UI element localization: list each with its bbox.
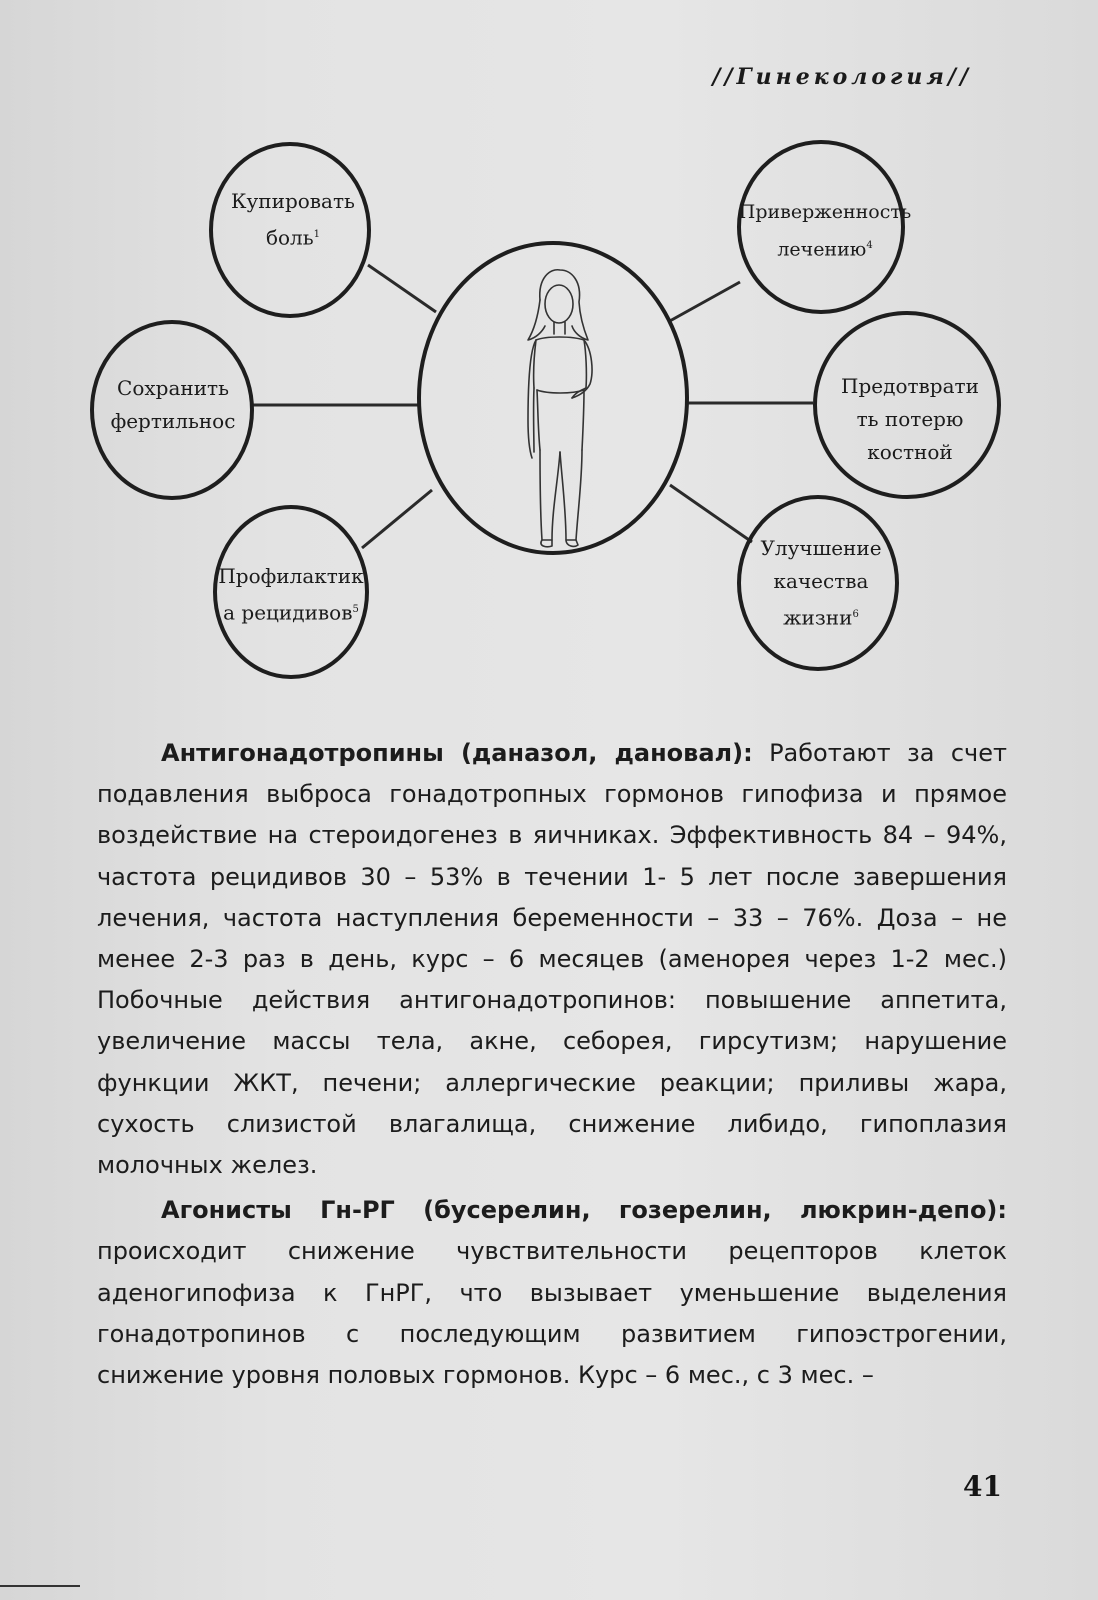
node-fertility-line1: Сохранить (117, 376, 229, 400)
bottom-rule (0, 1585, 80, 1587)
node-bone-label (830, 370, 990, 469)
node-quality-line3-wrap (746, 598, 896, 635)
node-adherence-line2: лечению (777, 238, 867, 261)
center-circle (419, 243, 687, 553)
node-relapse-line2: а рецидивов (223, 600, 353, 625)
connector-quality (670, 485, 752, 542)
node-fertility-label (100, 372, 246, 438)
node-quality-line1: Улучшение (760, 536, 882, 560)
diagram-graphics (0, 0, 1098, 720)
paragraph-gnrh-agonists-text: происходит снижение чувствительности рецепторов клеток аденогипофиза к ГнРГ, что вызывает уменьшение выделения гонадотропинов с последующим развитием гипоэстрогении, снижение уровня половых гормонов. Курс – 6 мес., с 3 мес. – (97, 1237, 1007, 1390)
connector-relapse (362, 490, 432, 548)
node-quality-footnote: 6 (852, 609, 859, 620)
paragraph-antigonadotropins-heading: Антигонадотропины (даназол, дановал): (161, 739, 753, 767)
page-number: 41 (963, 1470, 1002, 1503)
node-relapse-line1: Профилактик (218, 564, 364, 588)
connector-pain (368, 265, 436, 312)
node-quality-line3: жизни (783, 605, 853, 630)
woman-figure-icon (528, 270, 592, 547)
node-relapse-footnote: 5 (352, 604, 359, 615)
connector-adherence (668, 282, 740, 322)
node-pain-label (218, 185, 368, 255)
node-bone-line3: костной (867, 440, 953, 464)
node-pain-line2-wrap (218, 218, 368, 255)
node-pain-line1: Купировать (231, 189, 355, 213)
node-adherence-footnote: 4 (866, 240, 873, 251)
node-adherence-line1: Приверженность (738, 201, 912, 223)
node-pain-footnote: 1 (313, 229, 321, 240)
paragraph-antigonadotropins-text: Работают за счет подавления выброса гонадотропных гормонов гипофиза и прямое воздействие на стероидогенез в яичниках. Эффективность 84 – 94%, частота рецидивов 30 – 53% в течении 1- 5 лет после завершения лечения, частота наступления беременности – 33 – 76%. Доза – не менее 2-3 раз в день, курс – 6 месяцев (аменорея через 1-2 мес.) Побочные действия антигонадотропинов: повышение аппетита, увеличение массы тела, акне, себорея, гирсутизм; нарушение функции ЖКТ, печени; аллергические реакции; приливы жара, сухость слизистой влагалища, снижение либидо, гипоплазия молочных желез. (97, 739, 1007, 1180)
node-bone-line2: ть потерю (856, 407, 964, 431)
node-adherence-line2-wrap (736, 229, 914, 266)
node-relapse-label (214, 560, 368, 630)
node-relapse-line2-wrap (214, 593, 368, 630)
paragraph-antigonadotropins (97, 733, 1007, 1186)
node-bone-line1: Предотврати (841, 374, 979, 398)
running-header: //Гинекология// (712, 64, 972, 90)
body-text (97, 733, 1007, 1396)
treatment-goals-diagram (0, 0, 1098, 720)
node-adherence-label (736, 196, 914, 266)
node-fertility-line2: фертильнос (110, 409, 236, 433)
node-pain-line2: боль (265, 225, 314, 250)
paragraph-gnrh-agonists-heading: Агонисты Гн-РГ (бусерелин, гозерелин, люкрин-депо): (161, 1196, 1007, 1225)
node-quality-label (746, 532, 896, 635)
paragraph-gnrh-agonists (97, 1190, 1007, 1396)
node-quality-line2: качества (773, 569, 869, 593)
